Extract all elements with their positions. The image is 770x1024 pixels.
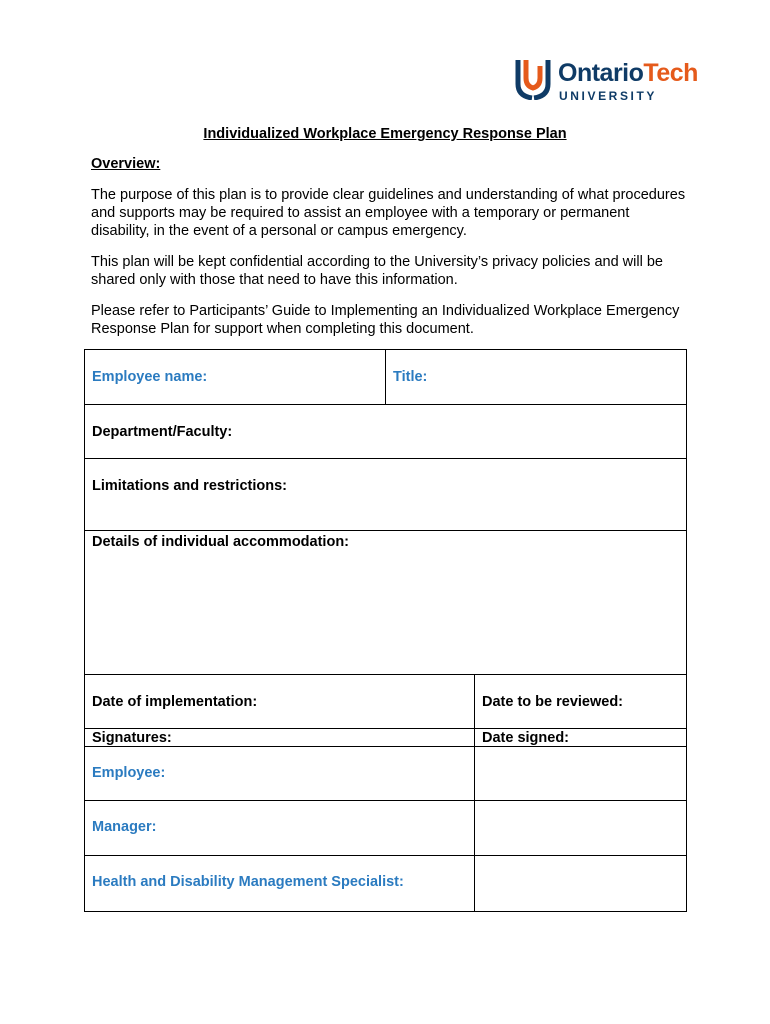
date-signed-header-cell: [475, 729, 687, 747]
employee-name-label: Employee name:: [92, 369, 208, 385]
specialist-date-signed-field[interactable]: [475, 856, 687, 912]
title-label: Title:: [393, 369, 428, 385]
form-row-employee: [85, 350, 687, 405]
form-row-manager-signature: [85, 801, 687, 856]
employee-signature-label: Employee:: [92, 765, 166, 781]
form-row-signatures-header: [85, 729, 687, 747]
manager-signature-field[interactable]: [85, 801, 475, 856]
specialist-signature-label: Health and Disability Management Specialist:: [92, 874, 404, 890]
overview-heading: Overview:: [91, 156, 161, 172]
employee-signature-field[interactable]: [85, 747, 475, 801]
limitations-label: Limitations and restrictions:: [92, 478, 287, 494]
signatures-label: Signatures:: [92, 730, 172, 746]
department-field[interactable]: [85, 405, 687, 459]
title-field[interactable]: [386, 350, 687, 405]
date-reviewed-field[interactable]: [475, 675, 687, 729]
signatures-header-cell: [85, 729, 475, 747]
employee-name-field[interactable]: [85, 350, 386, 405]
form-row-employee-signature: [85, 747, 687, 801]
details-label: Details of individual accommodation:: [92, 534, 350, 550]
specialist-signature-field[interactable]: [85, 856, 475, 912]
ontario-tech-shield-icon: [514, 58, 552, 100]
employee-date-signed-field[interactable]: [475, 747, 687, 801]
manager-date-signed-field[interactable]: [475, 801, 687, 856]
date-implementation-label: Date of implementation:: [92, 694, 258, 710]
overview-paragraph-purpose: The purpose of this plan is to provide clear guidelines and understanding of what procedures and supports may be required to assist an employee with a temporary or permanent disability, in the event of a personal or campus emergency.: [91, 187, 686, 239]
logo-wordmark-tech: Tech: [643, 59, 698, 87]
ontario-tech-logo: [514, 58, 704, 104]
overview-paragraph-confidentiality: This plan will be kept confidential according to the University’s privacy policies and will be shared only with those that need to have this information.: [91, 254, 663, 288]
response-plan-form: [84, 349, 687, 912]
logo-wordmark-ontario: Ontario: [558, 59, 644, 87]
date-signed-label: Date signed:: [482, 730, 570, 746]
form-row-specialist-signature: [85, 856, 687, 912]
form-row-limitations: [85, 459, 687, 531]
limitations-field[interactable]: [85, 459, 687, 531]
manager-signature-label: Manager:: [92, 819, 157, 835]
document-title: Individualized Workplace Emergency Response Plan: [203, 126, 567, 142]
date-implementation-field[interactable]: [85, 675, 475, 729]
form-row-details: [85, 531, 687, 675]
form-row-department: [85, 405, 687, 459]
logo-wordmark: [558, 59, 698, 88]
details-field[interactable]: [85, 531, 687, 675]
overview-paragraph-guide: Please refer to Participants’ Guide to Implementing an Individualized Workplace Emergency Response Plan for support when completing this document.: [91, 303, 680, 337]
form-row-dates: [85, 675, 687, 729]
department-label: Department/Faculty:: [92, 424, 233, 440]
date-reviewed-label: Date to be reviewed:: [482, 694, 624, 710]
logo-university: UNIVERSITY: [559, 89, 658, 103]
